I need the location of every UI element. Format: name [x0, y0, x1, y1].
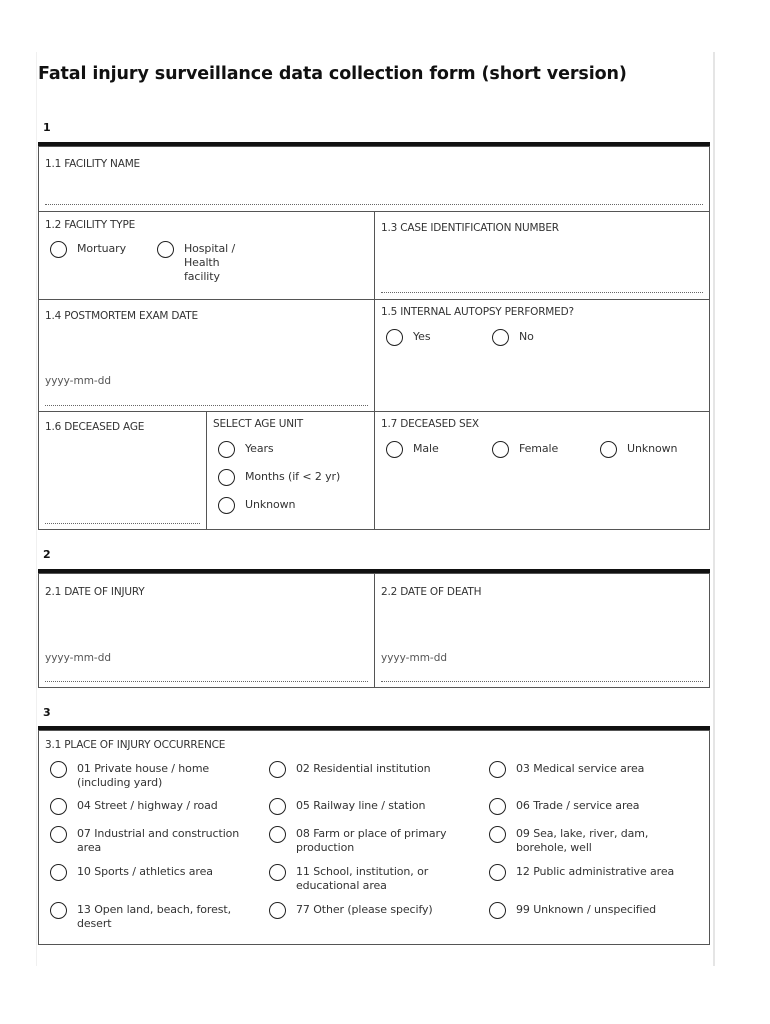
deceased-sex-label: 1.7 DECEASED SEX [381, 418, 479, 430]
radio-icon[interactable] [157, 241, 174, 258]
radio-icon[interactable] [269, 798, 286, 815]
place-option-10[interactable] [50, 864, 213, 881]
age-unit-field [206, 411, 375, 530]
death-date-placeholder[interactable]: yyyy-mm-dd [381, 652, 448, 664]
form-title: Fatal injury surveillance data collection form (short version) [38, 64, 627, 84]
radio-icon[interactable] [489, 798, 506, 815]
exam-date-placeholder[interactable]: yyyy-mm-dd [45, 375, 112, 387]
case-id-field[interactable] [374, 211, 710, 300]
radio-icon[interactable] [50, 761, 67, 778]
option-label: Hospital / Health facility [184, 242, 236, 283]
option-label: 99 Unknown / unspecified [516, 903, 657, 916]
radio-icon[interactable] [600, 441, 617, 458]
injury-date-placeholder[interactable]: yyyy-mm-dd [45, 652, 112, 664]
radio-icon[interactable] [269, 761, 286, 778]
age-unit-option-months[interactable] [218, 469, 340, 486]
deceased-age-label: 1.6 DECEASED AGE [45, 421, 145, 433]
facility-type-option-mortuary[interactable] [50, 241, 126, 258]
place-option-05[interactable] [269, 798, 425, 815]
death-date-input-line[interactable] [381, 681, 703, 682]
option-label: 77 Other (please specify) [296, 903, 433, 916]
facility-type-option-hospital[interactable] [157, 241, 235, 284]
option-label: No [519, 330, 534, 343]
injury-date-field[interactable] [38, 573, 375, 688]
place-option-13[interactable] [50, 902, 231, 931]
facility-name-field[interactable] [38, 146, 710, 212]
autopsy-field [374, 299, 710, 412]
place-option-09[interactable] [489, 826, 648, 855]
deceased-age-field[interactable] [38, 411, 207, 530]
section-3-number: 3 [43, 706, 51, 719]
sex-option-female[interactable] [492, 441, 558, 458]
injury-date-label: 2.1 DATE OF INJURY [45, 586, 145, 598]
option-label: Male [413, 442, 439, 455]
radio-icon[interactable] [218, 441, 235, 458]
option-label: 10 Sports / athletics area [77, 865, 213, 878]
option-label: Years [245, 442, 274, 455]
option-label: 01 Private house / home (including yard) [77, 762, 210, 789]
place-option-12[interactable] [489, 864, 674, 881]
autopsy-option-yes[interactable] [386, 329, 430, 346]
facility-type-label: 1.2 FACILITY TYPE [45, 219, 136, 231]
place-of-injury-field [38, 730, 710, 945]
option-label: 07 Industrial and construction area [77, 827, 240, 854]
section-1-number: 1 [43, 121, 51, 134]
radio-icon[interactable] [50, 826, 67, 843]
option-label: Months (if < 2 yr) [245, 470, 341, 483]
place-option-01[interactable] [50, 761, 209, 790]
option-label: 13 Open land, beach, forest, desert [77, 903, 232, 930]
radio-icon[interactable] [386, 329, 403, 346]
place-option-07[interactable] [50, 826, 239, 855]
radio-icon[interactable] [489, 761, 506, 778]
option-label: 12 Public administrative area [516, 865, 675, 878]
facility-name-input-line[interactable] [45, 204, 703, 205]
option-label: Unknown [627, 442, 678, 455]
place-option-03[interactable] [489, 761, 644, 778]
place-option-04[interactable] [50, 798, 218, 815]
deceased-age-input-line[interactable] [45, 523, 200, 524]
radio-icon[interactable] [218, 469, 235, 486]
option-label: 05 Railway line / station [296, 799, 426, 812]
exam-date-field[interactable] [38, 299, 375, 412]
place-option-08[interactable] [269, 826, 446, 855]
radio-icon[interactable] [50, 864, 67, 881]
deceased-sex-field [374, 411, 710, 530]
case-id-input-line[interactable] [381, 292, 703, 293]
option-label: Female [519, 442, 559, 455]
radio-icon[interactable] [50, 241, 67, 258]
facility-type-field [38, 211, 375, 300]
option-label: Mortuary [77, 242, 127, 255]
death-date-field[interactable] [374, 573, 710, 688]
radio-icon[interactable] [218, 497, 235, 514]
option-label: 04 Street / highway / road [77, 799, 218, 812]
exam-date-label: 1.4 POSTMORTEM EXAM DATE [45, 310, 198, 322]
section-2-number: 2 [43, 548, 51, 561]
radio-icon[interactable] [489, 902, 506, 919]
radio-icon[interactable] [492, 329, 509, 346]
place-option-77[interactable] [269, 902, 433, 919]
radio-icon[interactable] [50, 798, 67, 815]
option-label: Unknown [245, 498, 296, 511]
injury-date-input-line[interactable] [45, 681, 368, 682]
radio-icon[interactable] [269, 826, 286, 843]
sex-option-unknown[interactable] [600, 441, 677, 458]
sex-option-male[interactable] [386, 441, 439, 458]
radio-icon[interactable] [489, 826, 506, 843]
option-label: 02 Residential institution [296, 762, 431, 775]
option-label: 06 Trade / service area [516, 799, 640, 812]
case-id-label: 1.3 CASE IDENTIFICATION NUMBER [381, 222, 559, 234]
radio-icon[interactable] [492, 441, 509, 458]
facility-name-label: 1.1 FACILITY NAME [45, 158, 140, 170]
option-label: Yes [413, 330, 431, 343]
autopsy-label: 1.5 INTERNAL AUTOPSY PERFORMED? [381, 306, 574, 318]
death-date-label: 2.2 DATE OF DEATH [381, 586, 482, 598]
option-label: 11 School, institution, or educational area [296, 865, 429, 892]
radio-icon[interactable] [269, 864, 286, 881]
age-unit-label: SELECT AGE UNIT [213, 418, 304, 430]
radio-icon[interactable] [269, 902, 286, 919]
option-label: 08 Farm or place of primary production [296, 827, 447, 854]
place-of-injury-label: 3.1 PLACE OF INJURY OCCURRENCE [45, 739, 226, 751]
radio-icon[interactable] [50, 902, 67, 919]
radio-icon[interactable] [386, 441, 403, 458]
exam-date-input-line[interactable] [45, 405, 368, 406]
radio-icon[interactable] [489, 864, 506, 881]
place-option-02[interactable] [269, 761, 430, 778]
autopsy-option-no[interactable] [492, 329, 534, 346]
place-option-11[interactable] [269, 864, 428, 893]
option-label: 03 Medical service area [516, 762, 645, 775]
place-option-99[interactable] [489, 902, 656, 919]
place-option-06[interactable] [489, 798, 639, 815]
option-label: 09 Sea, lake, river, dam, borehole, well [516, 827, 649, 854]
age-unit-option-unknown[interactable] [218, 497, 295, 514]
age-unit-option-years[interactable] [218, 441, 274, 458]
